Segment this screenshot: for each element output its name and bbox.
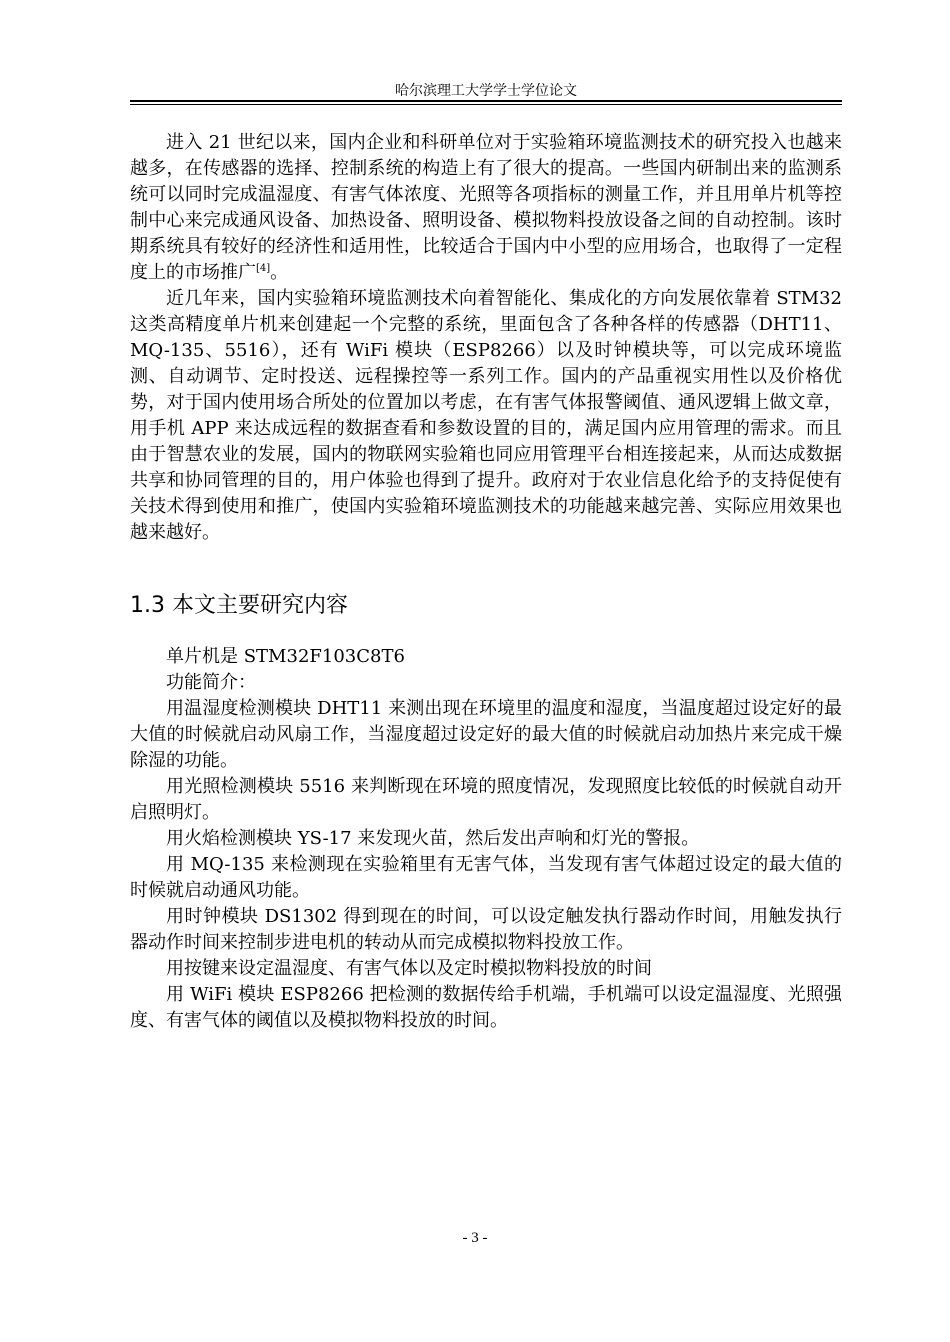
function-item: 用 MQ-135 来检测现在实验箱里有无害气体，当发现有害气体超过设定的最大值的时候就启动通风功能。 (130, 854, 842, 901)
paragraph-text: 进入 21 世纪以来，国内企业和科研单位对于实验箱环境监测技术的研究投入也越来越多，在传感器的选择、控制系统的构造上有了很大的提高。一些国内研制出来的监测系统可以同时完成温湿度、有害气体浓度、光照等各项指标的测量工作，并且用单片机等控制中心来完成通风设备、加热设备、照明设备、模拟物料投放设备之间的自动控制。该时期系统具有较好的经济性和适用性，比较适合于国内中小型的应用场合，也取得了一定程度上的市场推广 (130, 132, 842, 283)
function-item: 用火焰检测模块 YS-17 来发现火苗，然后发出声响和灯光的警报。 (166, 828, 700, 849)
header-rule-thin (130, 104, 842, 105)
function-item: 用按键来设定温湿度、有害气体以及定时模拟物料投放的时间 (166, 958, 652, 979)
function-item: 用温湿度检测模块 DHT11 来测出现在环境里的温度和湿度，当温度超过设定好的最大值的时候就启动风扇工作，当湿度超过设定好的最大值的时候就启动加热片来完成干燥除湿的功能。 (130, 698, 842, 771)
function-item: 用时钟模块 DS1302 得到现在的时间，可以设定触发执行器动作时间，用触发执行器动作时间来控制步进电机的转动从而完成模拟物料投放工作。 (130, 906, 842, 953)
paragraph-tail: 。 (270, 262, 289, 283)
function-item: 用 WiFi 模块 ESP8266 把检测的数据传给手机端，手机端可以设定温湿度、光照强度、有害气体的阈值以及模拟物料投放的时间。 (130, 984, 842, 1031)
body-text (130, 130, 842, 1034)
paragraph (130, 130, 842, 286)
header-rule (130, 100, 842, 102)
section-heading: 1.3 本文主要研究内容 (130, 593, 348, 618)
running-header: 哈尔滨理工大学学士学位论文 (395, 83, 577, 99)
citation: [4] (256, 263, 271, 274)
function-item: 用光照检测模块 5516 来判断现在环境的照度情况，发现照度比较低的时候就自动开启照明灯。 (130, 776, 842, 823)
function-intro-line: 功能简介： (166, 672, 256, 693)
paragraph: 近几年来，国内实验箱环境监测技术向着智能化、集成化的方向发展依靠着 STM32 这类高精度单片机来创建起一个完整的系统，里面包含了各种各样的传感器（DHT11、MQ-135、5516），还有 WiFi 模块（ESP8266）以及时钟模块等，可以完成环境监测、自动调节、定时投送、远程操控等一系列工作。国内的产品重视实用性以及价格优势，对于国内使用场合所处的位置加以考虑，在有害气体报警阈值、通风逻辑上做文章，用手机 APP 来达成远程的数据查看和参数设置的目的，满足国内应用管理的需求。而且由于智慧农业的发展，国内的物联网实验箱也同应用管理平台相连接起来，从而达成数据共享和协同管理的目的，用户体验也得到了提升。政府对于农业信息化给予的支持促使有关技术得到使用和推广，使国内实验箱环境监测技术的功能越来越完善、实际应用效果也越来越好。 (130, 288, 842, 543)
mcu-line: 单片机是 STM32F103C8T6 (166, 646, 405, 667)
page-number: - 3 - (462, 1230, 488, 1246)
